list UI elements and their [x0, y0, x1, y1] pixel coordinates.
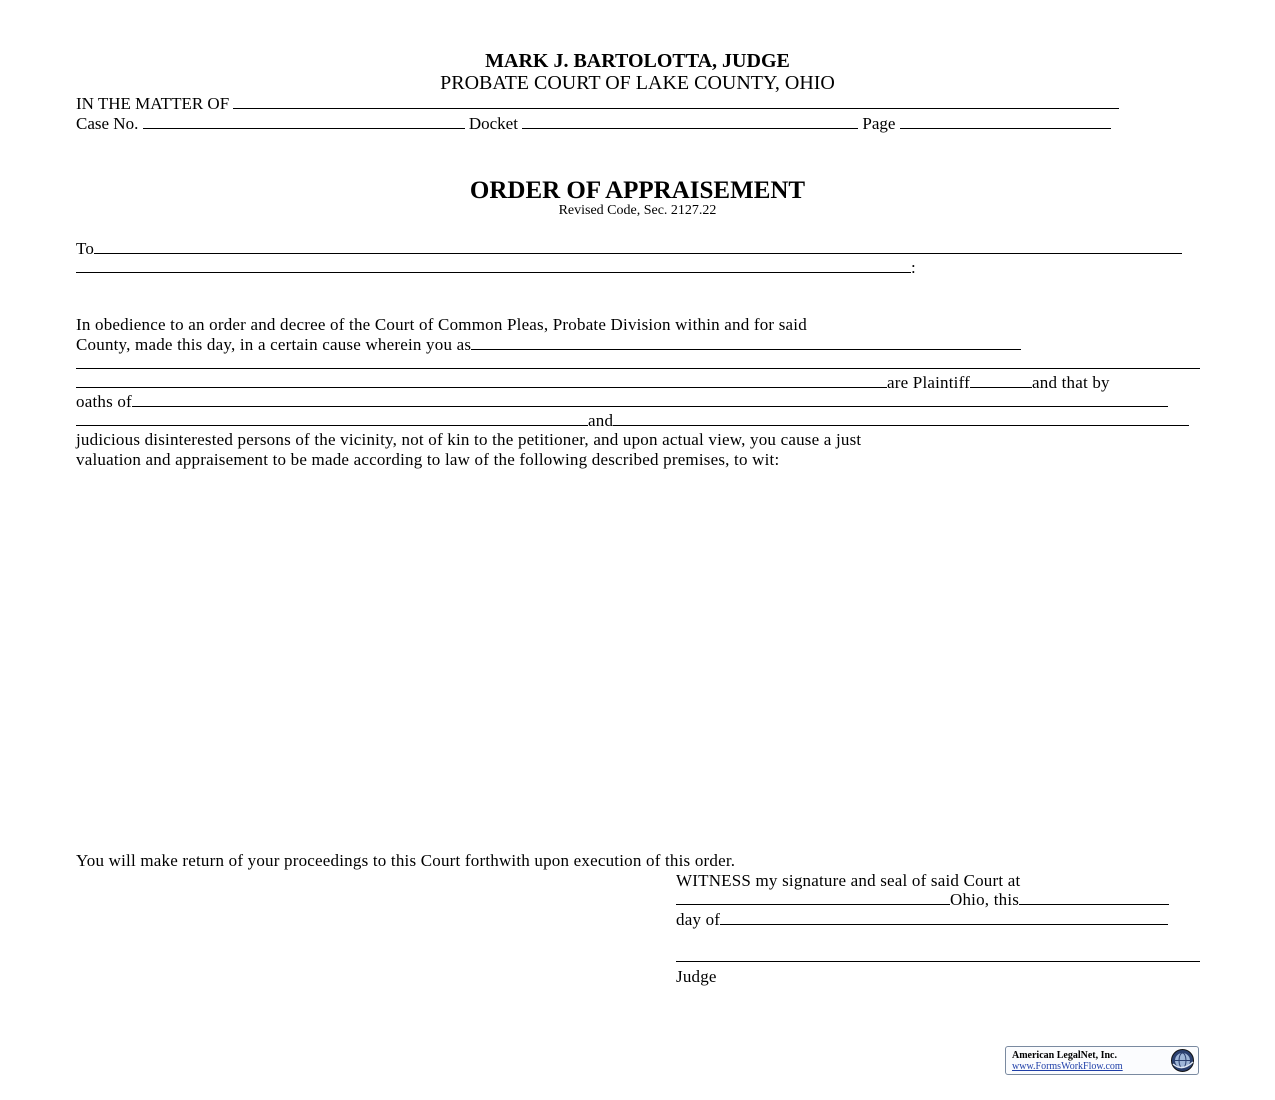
docket-field[interactable]: [522, 114, 858, 129]
to-colon: :: [911, 258, 916, 277]
court-name: PROBATE COURT OF LAKE COUNTY, OHIO: [440, 72, 835, 94]
judge-name: MARK J. BARTOLOTTA, JUDGE: [485, 50, 790, 72]
to-field-2[interactable]: [76, 258, 911, 273]
document-title: ORDER OF APPRAISEMENT: [469, 177, 806, 204]
american-legalnet-logo[interactable]: [1005, 1046, 1199, 1075]
judge-signature-field[interactable]: [676, 947, 1200, 962]
month-year-field[interactable]: [720, 910, 1168, 925]
and-label: and: [588, 411, 614, 430]
statute-reference: Revised Code, Sec. 2127.22: [558, 203, 717, 218]
body-line-2-text: County, made this day, in a certain cause wherein you as: [76, 335, 472, 354]
body-line-1: In obedience to an order and decree of the Court of Common Pleas, Probate Division within and for said: [76, 315, 807, 334]
logo-company-name: American LegalNet, Inc.: [1012, 1050, 1117, 1061]
page-label: Page: [862, 114, 896, 133]
logo-url-link[interactable]: www.FormsWorkFlow.com: [1012, 1061, 1123, 1072]
signature-line: [676, 947, 1200, 967]
plaintiff-extra-field[interactable]: [970, 373, 1032, 388]
case-line: [76, 114, 1111, 134]
return-instruction: You will make return of your proceedings to this Court forthwith upon execution of this order.: [76, 851, 736, 870]
body-line-5b: [76, 411, 1189, 431]
premises-description-area[interactable]: [76, 480, 1200, 840]
and-that-by-label: and that by: [1032, 373, 1110, 392]
party-role-field[interactable]: [471, 335, 1021, 350]
day-of-line: [676, 910, 1168, 930]
oaths-field[interactable]: [132, 392, 1168, 407]
day-of-label: day of: [676, 910, 721, 929]
appraiser-2-field[interactable]: [613, 411, 1189, 426]
plaintiff-label: are Plaintiff: [887, 373, 971, 392]
date-field[interactable]: [1019, 890, 1169, 905]
body-line-4: [76, 373, 1110, 393]
witness-line: WITNESS my signature and seal of said Court at: [676, 871, 1021, 890]
oaths-label: oaths of: [76, 392, 132, 411]
matter-line: [76, 94, 1119, 114]
body-line-3: [76, 354, 1200, 374]
matter-label: IN THE MATTER OF: [76, 94, 230, 113]
docket-label: Docket: [468, 114, 518, 133]
to-line: [76, 239, 1182, 259]
ohio-this-line: [676, 890, 1169, 910]
plaintiff-name-field[interactable]: [76, 373, 887, 388]
appraiser-1-field[interactable]: [76, 411, 588, 426]
body-line-7: valuation and appraisement to be made according to law of the following described premises, to wit:: [76, 450, 780, 469]
judge-label: Judge: [676, 967, 717, 986]
to-label: To: [76, 239, 95, 258]
ohio-this-label: Ohio, this: [950, 890, 1020, 909]
page-field[interactable]: [900, 114, 1111, 129]
party-field[interactable]: [76, 354, 1200, 369]
matter-field[interactable]: [233, 94, 1119, 109]
globe-icon: [1170, 1048, 1195, 1073]
body-line-5: [76, 392, 1168, 412]
court-location-field[interactable]: [676, 890, 950, 905]
body-line-2: [76, 335, 1021, 355]
to-field[interactable]: [94, 239, 1182, 254]
to-line-2: [76, 258, 916, 278]
case-label: Case No.: [76, 114, 139, 133]
body-line-6: judicious disinterested persons of the vicinity, not of kin to the petitioner, and upon actual view, you cause a just: [76, 430, 862, 449]
case-number-field[interactable]: [143, 114, 465, 129]
